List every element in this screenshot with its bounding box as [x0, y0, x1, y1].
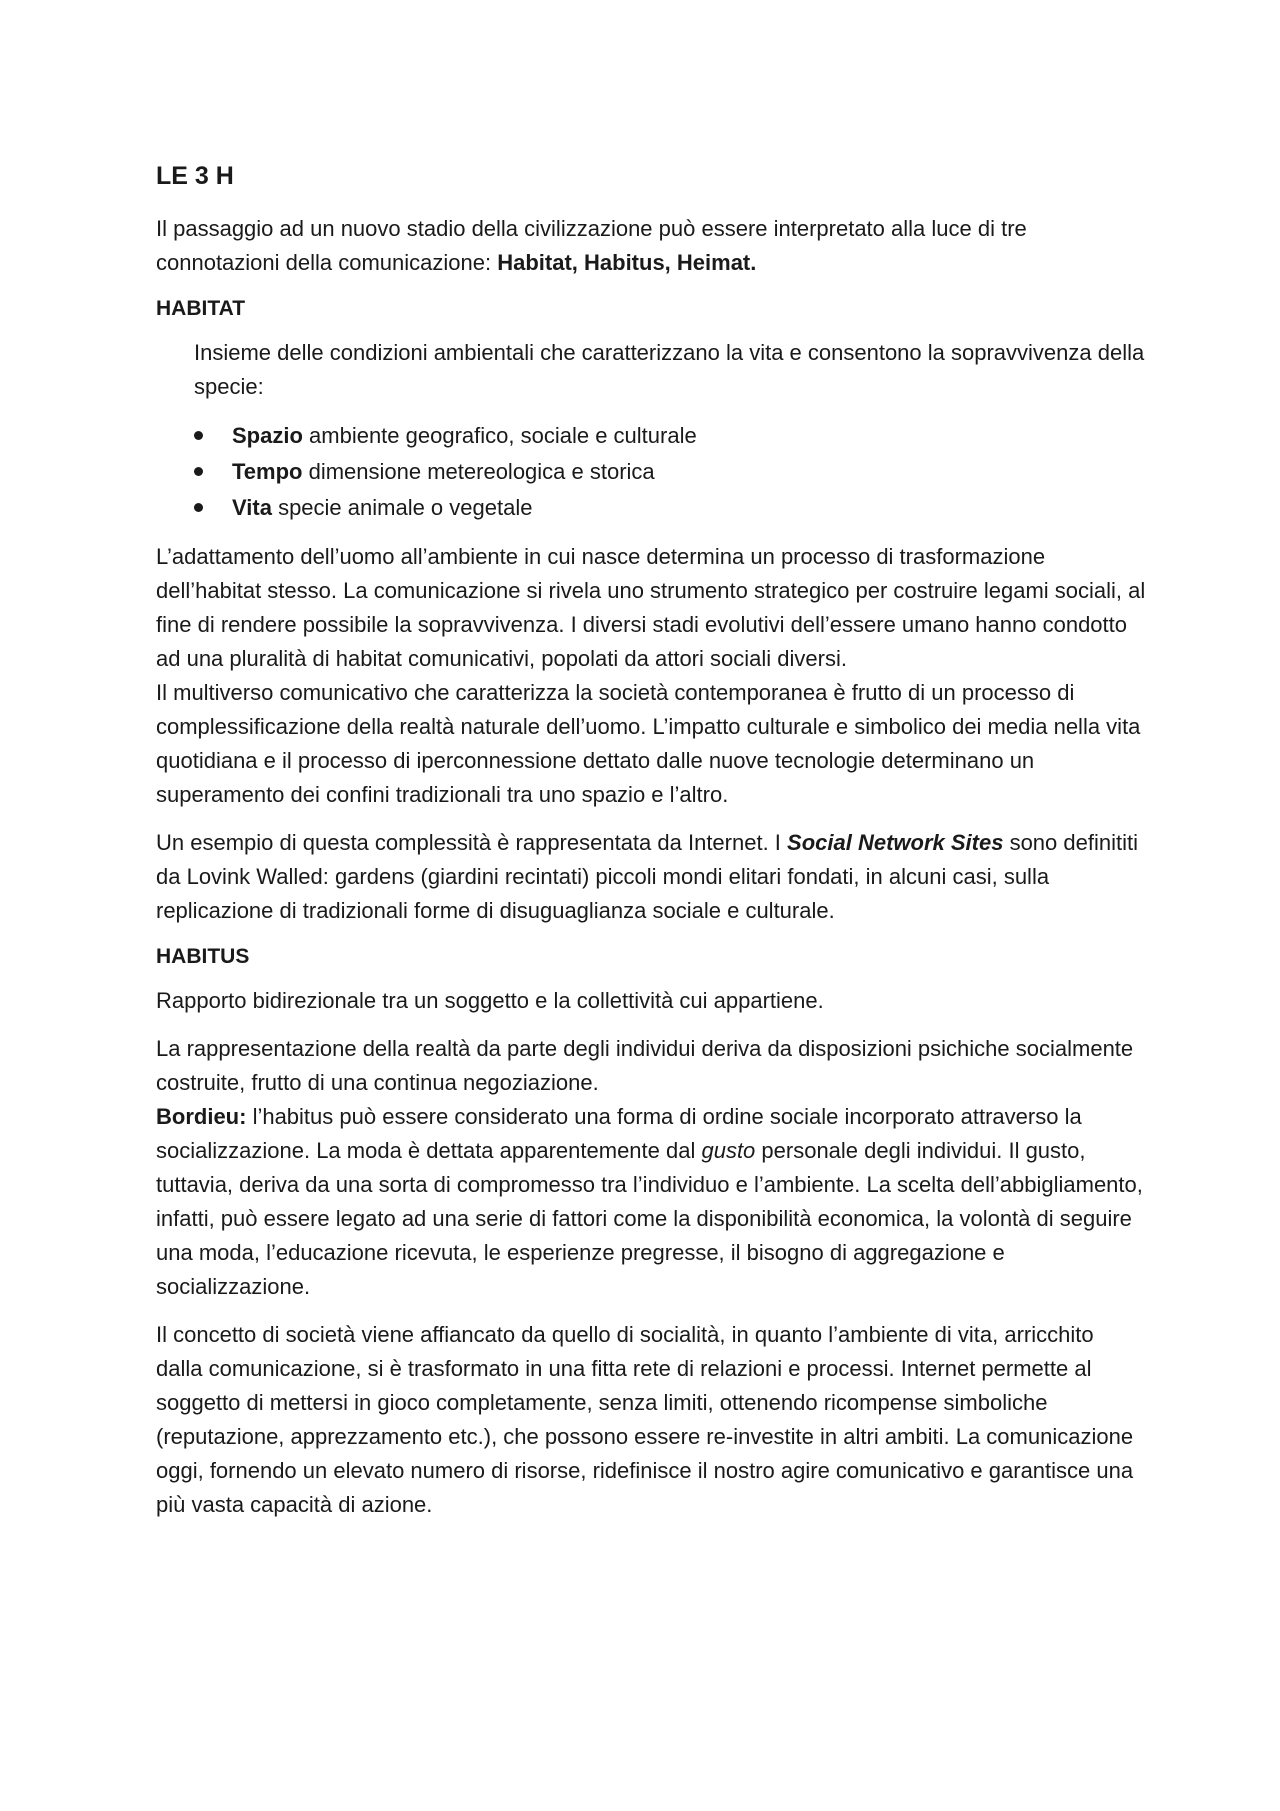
list-item [194, 454, 1146, 490]
bullet-text: ambiente geografico, sociale e culturale [302, 423, 697, 448]
intro-text: Il passaggio ad un nuovo stadio della civilizzazione può essere interpretato alla luce di tre connotazioni della comunicazione: [156, 216, 1027, 275]
habitus-paragraph-4: Il concetto di società viene affiancato da quello di socialità, in quanto l’ambiente di vita, arricchito dalla comunicazione, si è trasformato in una fitta rete di relazioni e processi. Internet permette al soggetto di mettersi in gioco completamente, senza limiti, ottenendo ricompense simboliche (reputazione, apprezzamento etc.), che possono essere re-investite in altri ambiti. La comunicazione oggi, fornendo un elevato numero di risorse, ridefinisce il nostro agire comunicativo e garantisce una più vasta capacità di azione. [156, 1322, 1134, 1517]
habitus-paragraph-3 [156, 1100, 1146, 1304]
habitat-heading: HABITAT [156, 297, 246, 320]
bullet-text: dimensione metereologica e storica [302, 459, 655, 484]
bullet-icon [194, 467, 203, 476]
bullet-term: Vita [232, 495, 272, 520]
habitus-paragraph-1: Rapporto bidirezionale tra un soggetto e la collettività cui appartiene. [156, 988, 824, 1013]
habitus-p3-italic: gusto [701, 1138, 756, 1163]
list-item [194, 490, 1146, 526]
bullet-icon [194, 431, 203, 440]
document-page [156, 160, 1146, 1536]
habitat-paragraph-2: Il multiverso comunicativo che caratterizza la società contemporanea è frutto di un processo di complessificazione della realtà naturale dell’uomo. L’impatto culturale e simbolico dei media nella vita quotidiana e il processo di iperconnessione dettato dalle nuove tecnologie determinano un superamento dei confini tradizionali tra uno spazio e l’altro. [156, 680, 1141, 807]
bullet-text: specie animale o vegetale [271, 495, 533, 520]
list-item [194, 418, 1146, 454]
habitat-p3-text-a: Un esempio di questa complessità è rappresentata da Internet. I [156, 830, 788, 855]
page-title: LE 3 H [156, 162, 234, 190]
habitus-paragraph-2: La rappresentazione della realtà da parte degli individui deriva da disposizioni psichiche socialmente costruite, frutto di una continua negoziazione. [156, 1036, 1134, 1095]
bullet-term: Spazio [232, 423, 303, 448]
habitus-p3-text-a: l’habitus può essere considerato una forma di ordine sociale incorporato attraverso la socializzazione. La moda è dettata apparentemente dal [156, 1104, 1082, 1163]
habitat-paragraph-3 [156, 826, 1146, 928]
habitat-bullet-list [194, 418, 1146, 526]
habitat-paragraph-1: L’adattamento dell’uomo all’ambiente in cui nasce determina un processo di trasformazione dell’habitat stesso. La comunicazione si rivela uno strumento strategico per costruire legami sociali, al fine di rendere possibile la sopravvivenza. I diversi stadi evolutivi dell’essere umano hanno condotto ad una pluralità di habitat comunicativi, popolati da attori sociali diversi. [156, 544, 1146, 671]
bullet-icon [194, 503, 203, 512]
intro-bold-terms: Habitat, Habitus, Heimat. [497, 250, 757, 275]
habitus-heading: HABITUS [156, 945, 250, 968]
habitat-p3-text-b: sono definititi da Lovink Walled: gardens (giardini recintati) piccoli mondi elitari fondati, in alcuni casi, sulla replicazione di tradizionali forme di disuguaglianza sociale e culturale. [156, 830, 1138, 923]
intro-paragraph [156, 212, 1146, 280]
habitus-p3-author: Bordieu: [156, 1104, 247, 1129]
habitus-p3-text-b: personale degli individui. Il gusto, tuttavia, deriva da una sorta di compromesso tra l’individuo e l’ambiente. La scelta dell’abbigliamento, infatti, può essere legato ad una serie di fattori come la disponibilità economica, la volontà di seguire una moda, l’educazione ricevuta, le esperienze pregresse, il bisogno di aggregazione e socializzazione. [156, 1138, 1143, 1299]
bullet-term: Tempo [232, 459, 303, 484]
habitat-definition: Insieme delle condizioni ambientali che caratterizzano la vita e consentono la sopravvivenza della specie: [194, 340, 1145, 399]
habitat-p3-emphasis: Social Network Sites [787, 830, 1004, 855]
